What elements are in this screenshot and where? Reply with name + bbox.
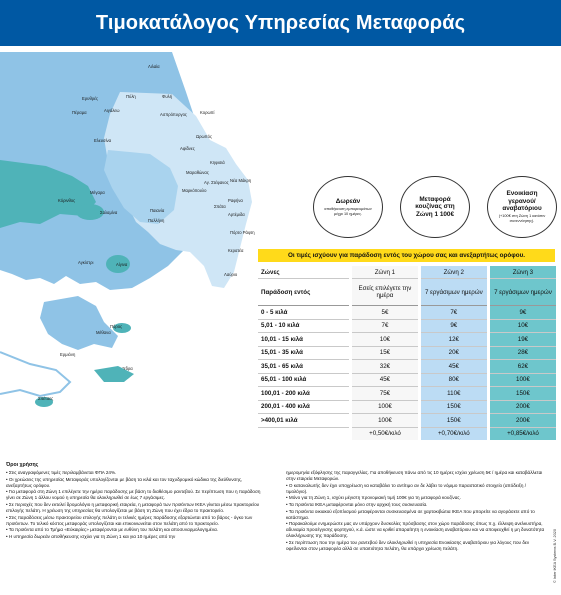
map-label: Κορωπί (200, 110, 215, 115)
map-label: Πύλη (126, 94, 136, 99)
terms-item: • Σε περιοχές που δεν εκτελεί δρομολόγιο η μεταφορική εταιρεία, η μεταφορά των προϊόντων ΙΚΕΑ γίνεται μέσω πρακτορείου επιλογής πελάτη. Η χρέωση της υπηρεσίας θα υπολογίζεται με βάση τη Ζώνη που έχει έδρα το πρακτορείο. (6, 501, 260, 514)
terms-item: ημερομηνία εξόφλησης της παραγγελίας. Για αποθήκευση πάνω από τις 10 ημέρες ισχύει χρέωση 5€ / ημέρα και καταβάλλεται στην εταιρεία Μεταφορών. (286, 469, 543, 481)
terms-section (6, 462, 546, 553)
table-row (258, 360, 556, 374)
map-label: Αγ. Στέφανος (204, 180, 229, 185)
map-label: Ερυθρές (82, 96, 99, 101)
row-label-cell: 5,01 - 10 κιλά (258, 319, 351, 333)
row-label-cell: 15,01 - 35 κιλά (258, 346, 351, 360)
zone3-cell: Ζώνη 3 (488, 266, 556, 279)
terms-item: • Η υπηρεσία δωρεάν αποθήκευσης ισχύει για τη Ζώνη 1 και για 10 ημέρες από την (6, 534, 176, 540)
table-row (258, 387, 556, 401)
map-label: Κερατέα (228, 248, 244, 253)
terms-item: • Παρακαλούμε ενημερώστε μας αν υπάρχουν δυσκολίες πρόσβασης στον χώρο παράδοσης όπως π.χ. έλλειψη ανελκυστήρα, αδυναμία προσέγγισης φορτηγού, κ.ά. ώστε να κριθεί απαραίτητη η ενοικίαση αναβατόριου και να αποφευχθεί η μη δυνατότητα ολοκλήρωσης της παράδοσης. (286, 521, 545, 539)
zone2-cell: 7€ (419, 306, 488, 320)
zone3-cell: 100€ (488, 373, 556, 387)
terms-item: • Μόνο για τη Ζώνη 1, ισχύει μέγιστη προνομιακή τιμή 100€ για τη μεταφορά κουζίνας. (286, 495, 461, 501)
kitchen-delivery-title: Μεταφορά κουζίνας στη Ζώνη 1 100€ (415, 195, 455, 218)
zone2-cell: 150€ (419, 400, 488, 414)
map-label: Ραφήνα (228, 198, 243, 203)
zone1-cell: 7€ (351, 319, 420, 333)
table-row (258, 373, 556, 387)
table-row (258, 346, 556, 360)
zone1-cell: 75€ (351, 387, 420, 401)
map-label: Ερμιόνη (60, 352, 76, 357)
terms-item: • Τα προϊόντα οικιακού εξοπλισμού μεταφέρονται συσκευασμένα σε χαρτοκιβώτια ΙΚΕΑ που μπορείτε να αγοράσετε από το κατάστημα. (286, 508, 535, 520)
row-label-cell (258, 427, 351, 440)
zone2-cell: +0,70€/κιλό (419, 427, 488, 440)
map-label: Μέθανα (96, 330, 111, 335)
page-title: Τιμοκατάλογος Υπηρεσίας Μεταφοράς (95, 11, 466, 34)
zone2-cell: 7 εργάσιμων ημερών (419, 279, 488, 306)
map-label: Ωρωπός (196, 134, 212, 139)
terms-item: • Στις παραδόσεις μέσω πρακτορείου επιλογής πελάτη οι τελικές ημέρες παράδοσης εξαρτώνται από το βάρος - όγκο των προϊόντων. Το τελικό κόστος μεταφοράς υπολογίζεται και επικοινωνείται στον πελάτη από το πρακτορείο. (6, 514, 253, 526)
map-label: Σπέτσες (38, 396, 54, 401)
terms-item: • Ο καταναλωτής δεν έχει υποχρέωση να καταβάλει το αντίτιμο αν δε λάβει το νόμιμο παραστατικό στοιχείο (απόδειξη / τιμολόγιο). (286, 482, 527, 494)
map-label: Σπάτα (214, 204, 226, 209)
zone1-cell: 10€ (351, 333, 420, 347)
service-circles (313, 176, 557, 238)
map-label: Πέραμα (72, 110, 87, 115)
terms-item: • Οι χρεώσεις της υπηρεσίας Μεταφοράς υπολογίζονται με βάση τα κιλά και τον ταχυδρομικό κώδικα της διεύθυνσης, ανεξαρτήτως ορόφου. (6, 476, 243, 488)
row-label-cell: >400,01 κιλά (258, 414, 351, 428)
table-row (258, 400, 556, 414)
row-label-cell: 0 - 5 κιλά (258, 306, 351, 320)
zone3-cell: 7 εργάσιμων ημερών (488, 279, 556, 306)
map-label: Ύδρα (122, 366, 133, 371)
row-label-cell: 100,01 - 200 κιλά (258, 387, 351, 401)
table-row (258, 319, 556, 333)
map-label: Κηφισιά (210, 160, 225, 165)
crane-rental-subtitle: (+100€ στη Ζώνη 1 κατόπιν συνεννόησης). (498, 214, 546, 224)
free-storage-title: Δωρεάν (335, 197, 361, 205)
crane-rental-title: Ενοικίαση γερανού/ αναβατόριου (502, 190, 542, 213)
map-label: Παλλήνη (148, 218, 165, 223)
zone3-cell: 200€ (488, 414, 556, 428)
zone1-cell: +0,50€/κιλό (351, 427, 420, 440)
zone2-cell: 110€ (419, 387, 488, 401)
terms-item: • Για μεταφορά στη Ζώνη 1 επιλέγετε την ημέρα παράδοσης με βάση το διαθέσιμο ραντεβού. Σε περίπτωση που η παράδοση γίνει σε Ζώνη 1 άλλου νομού η υπηρεσία θα ολοκληρωθεί σε έως 7 εργάσιμες. (6, 489, 261, 501)
map-label: Παιανία (150, 208, 165, 213)
terms-item: • Στις αναγραφόμενες τιμές περιλαμβάνεται ΦΠΑ 24%. (6, 469, 117, 475)
free-storage-subtitle: αποθήκευση εμπορευμάτων μέχρι 10 ημέρες. (324, 207, 372, 216)
zone2-cell: 9€ (419, 319, 488, 333)
zone-map (0, 52, 280, 452)
zone2-cell: 12€ (419, 333, 488, 347)
zone2-cell: 80€ (419, 373, 488, 387)
table-row (258, 306, 556, 320)
terms-item: • Τα προϊόντα από το Τμήμα «Εύκαιρίες» μεταφέρονται με ευθύνη του πελάτη και αποσυναρμολογημένα. (6, 527, 219, 533)
zone1-cell: 100€ (351, 400, 420, 414)
pricing-notice: Οι τιμές ισχύουν για παράδοση εντός του χώρου σας και ανεξαρτήτως ορόφου. (258, 249, 555, 262)
zone2-cell: 45€ (419, 360, 488, 374)
crane-rental-badge (487, 176, 557, 238)
free-storage-badge (313, 176, 383, 238)
zone1-cell: 100€ (351, 414, 420, 428)
map-label: Αρτέμιδα (228, 212, 245, 217)
zone3-cell: +0,85€/κιλό (488, 427, 556, 440)
terms-right-column (286, 470, 546, 553)
terms-item: • Σε περίπτωση που την ημέρα του ραντεβού δεν ολοκληρωθεί η υπηρεσία Ενοικίασης αναβατόριου για λόγους που δεν οφείλονται στον μεταφορέα αλλά σε υπαιτιότητα πελάτη, θα υπάρχει χρέωση πελάτη. (286, 540, 530, 552)
zone1-cell: Εσείς επιλέγετε την ημέρα (351, 279, 420, 306)
zone3-cell: 28€ (488, 346, 556, 360)
row-label-cell: 200,01 - 400 κιλά (258, 400, 351, 414)
copyright-text: © Inter IKEA Systems B.V. 2020 (553, 529, 557, 583)
map-label: Πόρος (110, 324, 123, 329)
zone3-cell: 200€ (488, 400, 556, 414)
row-label-cell: 65,01 - 100 κιλά (258, 373, 351, 387)
map-label: Αφίδνες (180, 146, 195, 151)
table-row (258, 414, 556, 428)
terms-item: • Τα προϊόντα ΙΚΕΑ μεταφέρονται μόνο στην αρχική τους συσκευασία. (286, 501, 428, 507)
map-label: Σαλαμίνα (100, 210, 118, 215)
map-label: Μαρκόπουλο (182, 188, 207, 193)
map-label: Νέα Μάκρη (230, 178, 252, 183)
zone2-cell: 150€ (419, 414, 488, 428)
row-label-cell: 10,01 - 15 κιλά (258, 333, 351, 347)
copyright-side (550, 470, 558, 590)
map-label: Αιγάλεω (104, 108, 120, 113)
zone3-cell: 150€ (488, 387, 556, 401)
map-label: Αγκίστρι (78, 260, 94, 265)
zone3-cell: 9€ (488, 306, 556, 320)
kitchen-delivery-badge (400, 176, 470, 238)
zone1-cell: Ζώνη 1 (351, 266, 420, 279)
row-label-cell: Ζώνες (258, 266, 351, 279)
row-label-cell: Παράδοση εντός (258, 279, 351, 306)
map-label: Κόρινθος (58, 198, 76, 203)
header-banner (0, 0, 561, 46)
map-label: Λαύριο (224, 272, 238, 277)
map-label: Πόρτο Ράφτη (230, 230, 255, 235)
map-label: Ασπρόπυργος (160, 112, 187, 117)
zone1-cell: 15€ (351, 346, 420, 360)
table-row (258, 427, 556, 440)
terms-title: Όροι χρήσης (6, 462, 39, 468)
zone-map-svg (0, 52, 280, 452)
terms-left-column (6, 470, 266, 553)
map-label: Μέγαρα (90, 190, 105, 195)
zone3-cell: 19€ (488, 333, 556, 347)
row-label-cell: 35,01 - 65 κιλά (258, 360, 351, 374)
map-label: Λιλαία (148, 64, 160, 69)
zone2-cell: 20€ (419, 346, 488, 360)
zone3-cell: 10€ (488, 319, 556, 333)
map-label: Φυλή (162, 94, 173, 99)
zone3-cell: 62€ (488, 360, 556, 374)
zone1-cell: 5€ (351, 306, 420, 320)
table-header-row (258, 266, 556, 279)
zone1-cell: 32€ (351, 360, 420, 374)
zone2-cell: Ζώνη 2 (419, 266, 488, 279)
price-table (258, 266, 556, 440)
zone1-cell: 45€ (351, 373, 420, 387)
table-row (258, 333, 556, 347)
map-label: Αίγινα (116, 262, 128, 267)
map-label: Ελευσίνα (94, 138, 112, 143)
map-label: Μαραθώνας (186, 170, 209, 175)
table-subheader-row (258, 279, 556, 306)
